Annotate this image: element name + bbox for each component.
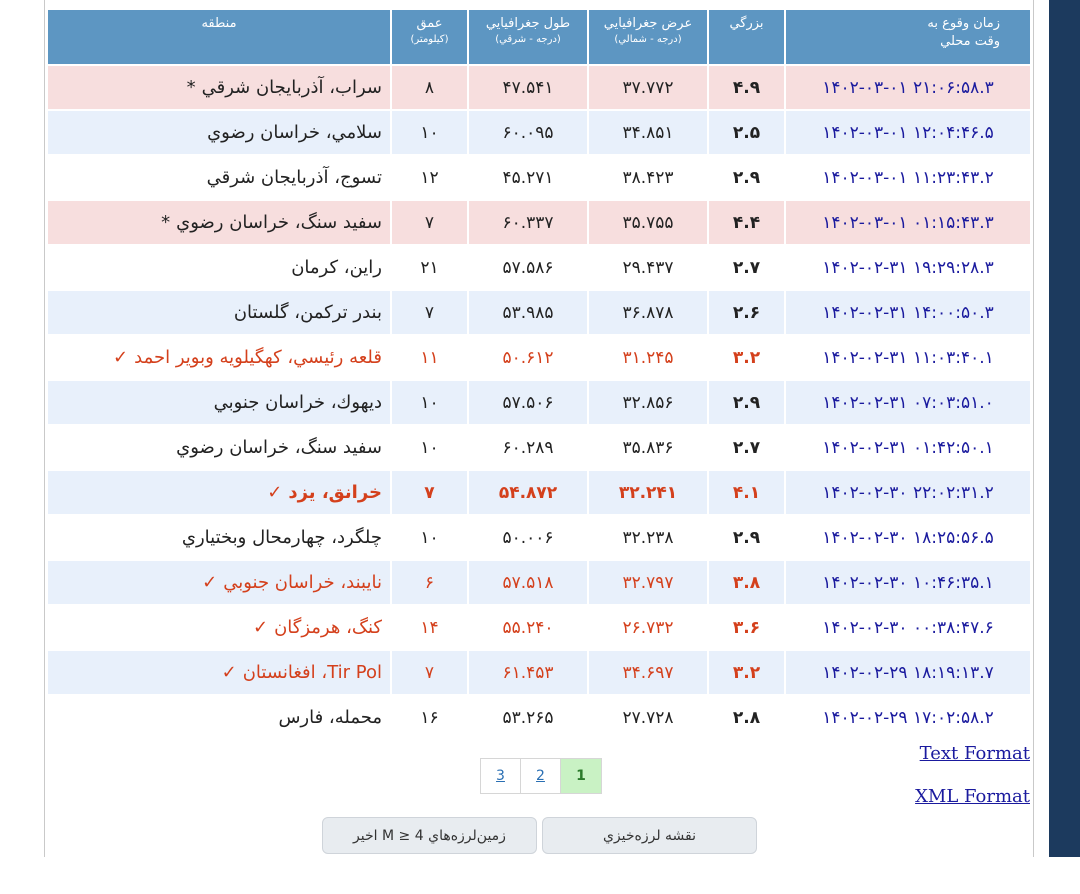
cell-time <box>786 471 1030 514</box>
cell-time-text: ۱۴۰۲-۰۲-۲۹ ۱۸:۱۹:۱۳.۷ <box>822 662 994 683</box>
table-row[interactable] <box>48 201 1030 244</box>
cell-magnitude <box>709 561 784 604</box>
cell-depth <box>392 336 467 379</box>
cell-latitude-text: ۳۶.۸۷۸ <box>622 302 674 323</box>
cell-time-text: ۱۴۰۲-۰۳-۰۱ ۰۱:۱۵:۴۳.۳ <box>822 212 994 233</box>
cell-longitude-text: ۵۰.۶۱۲ <box>502 347 554 368</box>
cell-time-text: ۱۴۰۲-۰۲-۳۱ ۱۹:۲۹:۲۸.۳ <box>822 257 994 278</box>
cell-time-text: ۱۴۰۲-۰۲-۲۹ ۱۷:۰۲:۵۸.۲ <box>822 707 994 728</box>
page-link-2[interactable]: 2 <box>521 759 561 793</box>
cell-depth-text: ۱۰ <box>420 122 439 143</box>
cell-region-text: سلامي، خراسان رضوي <box>207 122 382 143</box>
cell-latitude <box>589 291 707 334</box>
cell-longitude <box>469 111 587 154</box>
cell-magnitude <box>709 66 784 109</box>
cell-region <box>48 696 390 739</box>
cell-magnitude-text: ۲.۶ <box>732 302 761 323</box>
cell-longitude <box>469 426 587 469</box>
cell-region <box>48 606 390 649</box>
header-depth[interactable] <box>392 10 467 64</box>
cell-latitude <box>589 606 707 649</box>
cell-magnitude <box>709 111 784 154</box>
cell-latitude <box>589 471 707 514</box>
cell-longitude-text: ۵۴.۸۷۲ <box>498 482 558 503</box>
header-region[interactable] <box>48 10 390 64</box>
cell-depth <box>392 561 467 604</box>
cell-time <box>786 111 1030 154</box>
cell-region <box>48 291 390 334</box>
cell-magnitude-text: ۲.۵ <box>732 122 761 143</box>
cell-depth-text: ۱۲ <box>420 167 439 188</box>
cell-region <box>48 246 390 289</box>
cell-magnitude-text: ۲.۹ <box>732 392 761 413</box>
cell-region-text: محمله، فارس <box>278 707 382 728</box>
cell-longitude-text: ۵۷.۵۱۸ <box>502 572 554 593</box>
cell-latitude <box>589 651 707 694</box>
cell-depth <box>392 381 467 424</box>
table-row[interactable] <box>48 651 1030 694</box>
cell-latitude-text: ۳۴.۶۹۷ <box>622 662 674 683</box>
cell-latitude <box>589 66 707 109</box>
cell-depth-text: ۷ <box>424 212 435 233</box>
cell-region-text: چلگرد، چهارمحال وبختياري <box>181 527 382 548</box>
cell-depth <box>392 651 467 694</box>
cell-longitude-text: ۶۰.۳۳۷ <box>502 212 554 233</box>
cell-time <box>786 336 1030 379</box>
header-longitude[interactable] <box>469 10 587 64</box>
cell-latitude-text: ۳۲.۸۵۶ <box>622 392 674 413</box>
table-row[interactable] <box>48 606 1030 649</box>
cell-longitude <box>469 381 587 424</box>
cell-region-text: تسوج، آذربايجان شرقي <box>206 167 382 188</box>
cell-magnitude <box>709 336 784 379</box>
cell-latitude-text: ۳۲.۲۴۱ <box>618 482 678 503</box>
page-link-1-current[interactable]: 1 <box>561 759 601 793</box>
cell-time <box>786 156 1030 199</box>
cell-magnitude <box>709 516 784 559</box>
cell-time <box>786 381 1030 424</box>
table-row[interactable] <box>48 471 1030 514</box>
cell-longitude <box>469 606 587 649</box>
cell-longitude-text: ۵۷.۵۰۶ <box>502 392 554 413</box>
cell-longitude <box>469 201 587 244</box>
cell-time <box>786 561 1030 604</box>
cell-depth-text: ۷ <box>424 482 435 503</box>
cell-longitude <box>469 471 587 514</box>
cell-depth-text: ۱۶ <box>420 707 439 728</box>
cell-time-text: ۱۴۰۲-۰۲-۳۱ ۰۱:۴۲:۵۰.۱ <box>822 437 994 458</box>
cell-time-text: ۱۴۰۲-۰۲-۳۰ ۱۸:۲۵:۵۶.۵ <box>822 527 994 548</box>
cell-depth-text: ۷ <box>424 302 435 323</box>
content-border-right <box>1033 0 1034 857</box>
cell-time <box>786 516 1030 559</box>
cell-depth-text: ۷ <box>424 662 435 683</box>
cell-longitude-text: ۵۳.۲۶۵ <box>502 707 554 728</box>
cell-time-text: ۱۴۰۲-۰۲-۳۱ ۰۷:۰۳:۵۱.۰ <box>822 392 994 413</box>
cell-latitude <box>589 111 707 154</box>
felt-checkmark-icon: ✓ <box>221 662 237 683</box>
cell-magnitude <box>709 156 784 199</box>
cell-depth <box>392 696 467 739</box>
recent-quakes-button[interactable]: زمين‌لرزه‌هاي 4 ≤ M اخير <box>322 817 537 854</box>
cell-magnitude-text: ۲.۸ <box>732 707 761 728</box>
cell-depth-text: ۱۰ <box>420 437 439 458</box>
cell-depth-text: ۱۰ <box>420 527 439 548</box>
cell-latitude <box>589 516 707 559</box>
cell-longitude-text: ۵۵.۲۴۰ <box>502 617 554 638</box>
cell-time-text: ۱۴۰۲-۰۲-۳۱ ۱۴:۰۰:۵۰.۳ <box>822 302 994 323</box>
cell-region <box>48 336 390 379</box>
header-magnitude-label: بزرگي <box>729 16 764 31</box>
cell-longitude-text: ۶۰.۲۸۹ <box>502 437 554 458</box>
cell-magnitude-text: ۳.۲ <box>732 347 761 368</box>
felt-checkmark-icon: ✓ <box>252 617 269 638</box>
cell-latitude <box>589 246 707 289</box>
cell-region <box>48 651 390 694</box>
cell-magnitude <box>709 696 784 739</box>
cell-longitude <box>469 696 587 739</box>
cell-region <box>48 156 390 199</box>
felt-asterisk-icon: * <box>186 77 196 98</box>
cell-latitude <box>589 561 707 604</box>
felt-checkmark-icon: ✓ <box>113 347 129 368</box>
cell-depth <box>392 66 467 109</box>
header-latitude-unit: (درجه - شمالي) <box>614 34 682 45</box>
cell-latitude <box>589 336 707 379</box>
cell-depth <box>392 201 467 244</box>
cell-longitude <box>469 516 587 559</box>
cell-latitude-text: ۲۷.۷۲۸ <box>622 707 674 728</box>
cell-latitude <box>589 696 707 739</box>
cell-longitude <box>469 246 587 289</box>
earthquake-table <box>46 8 1032 741</box>
table-row[interactable] <box>48 246 1030 289</box>
cell-latitude-text: ۳۸.۴۲۳ <box>622 167 674 188</box>
felt-checkmark-icon: ✓ <box>202 572 218 593</box>
cell-latitude-text: ۳۱.۲۴۵ <box>622 347 674 368</box>
header-longitude-unit: (درجه - شرقي) <box>495 34 561 45</box>
cell-depth-text: ۱۴ <box>420 617 439 638</box>
table-row[interactable] <box>48 291 1030 334</box>
cell-region-text: راين، كرمان <box>291 257 382 278</box>
cell-region-text: Tir Pol، افغانستان <box>242 662 382 683</box>
cell-region <box>48 561 390 604</box>
cell-region <box>48 471 390 514</box>
cell-magnitude-text: ۳.۸ <box>732 572 761 593</box>
cell-latitude-text: ۳۵.۸۳۶ <box>622 437 674 458</box>
cell-magnitude-text: ۲.۹ <box>732 527 761 548</box>
header-time[interactable] <box>786 10 1030 64</box>
cell-magnitude <box>709 651 784 694</box>
cell-time-text: ۱۴۰۲-۰۲-۳۱ ۱۱:۰۳:۴۰.۱ <box>822 347 994 368</box>
table-row[interactable] <box>48 111 1030 154</box>
cell-longitude-text: ۵۳.۹۸۵ <box>502 302 554 323</box>
cell-region-text: سراب، آذربايجان شرقي <box>201 77 382 98</box>
cell-time-text: ۱۴۰۲-۰۳-۰۱ ۱۱:۲۳:۴۳.۲ <box>822 167 994 188</box>
cell-region-text: سفيد سنگ، خراسان رضوي <box>176 437 382 458</box>
cell-depth <box>392 471 467 514</box>
cell-latitude-text: ۲۹.۴۳۷ <box>622 257 674 278</box>
cell-latitude-text: ۳۲.۲۳۸ <box>622 527 674 548</box>
cell-region-text: قلعه رئيسي، كهگيلويه وبوير احمد <box>134 347 382 368</box>
table-row[interactable] <box>48 336 1030 379</box>
cell-magnitude <box>709 381 784 424</box>
header-magnitude[interactable] <box>709 10 784 64</box>
cell-region <box>48 426 390 469</box>
cell-magnitude-text: ۴.۱ <box>732 482 761 503</box>
table-header-row <box>48 10 1030 64</box>
cell-longitude-text: ۶۱.۴۵۳ <box>502 662 554 683</box>
header-longitude-label: طول جغرافيايي <box>485 16 571 31</box>
cell-latitude-text: ۳۲.۷۹۷ <box>622 572 674 593</box>
cell-time-text: ۱۴۰۲-۰۲-۳۰ ۲۲:۰۲:۳۱.۲ <box>822 482 994 503</box>
cell-longitude-text: ۴۵.۲۷۱ <box>502 167 554 188</box>
cell-depth-text: ۱۰ <box>420 392 439 413</box>
cell-depth <box>392 156 467 199</box>
table-row[interactable] <box>48 696 1030 739</box>
cell-time-text: ۱۴۰۲-۰۳-۰۱ ۲۱:۰۶:۵۸.۳ <box>822 77 994 98</box>
content-border-left <box>44 0 45 857</box>
cell-depth-text: ۶ <box>424 572 435 593</box>
cell-longitude <box>469 291 587 334</box>
cell-longitude <box>469 156 587 199</box>
cell-longitude-text: ۵۰.۰۰۶ <box>502 527 554 548</box>
cell-region <box>48 66 390 109</box>
cell-depth <box>392 246 467 289</box>
cell-time-text: ۱۴۰۲-۰۲-۳۰ ۱۰:۴۶:۳۵.۱ <box>822 572 994 593</box>
cell-time <box>786 426 1030 469</box>
cell-time <box>786 66 1030 109</box>
header-latitude-label: عرض جغرافيايي <box>603 16 693 31</box>
table-row[interactable] <box>48 381 1030 424</box>
header-time-sublabel: وقت محلي <box>940 34 1000 49</box>
cell-region <box>48 201 390 244</box>
page-link-3[interactable]: 3 <box>481 759 521 793</box>
cell-region-text: خرانق، يزد <box>288 482 382 503</box>
cell-depth-text: ۱۱ <box>420 347 439 368</box>
cell-region-text: كنگ، هرمزگان <box>274 617 382 638</box>
felt-asterisk-icon: * <box>161 212 171 233</box>
cell-latitude-text: ۳۷.۷۷۲ <box>622 77 674 98</box>
cell-time-text: ۱۴۰۲-۰۲-۳۰ ۰۰:۳۸:۴۷.۶ <box>822 617 994 638</box>
cell-region-text: ديهوك، خراسان جنوبي <box>213 392 382 413</box>
cell-time <box>786 291 1030 334</box>
cell-magnitude-text: ۳.۲ <box>732 662 761 683</box>
cell-time <box>786 696 1030 739</box>
seismicity-map-button[interactable]: نقشه لرزه‌خيزي <box>542 817 757 854</box>
table-row[interactable] <box>48 426 1030 469</box>
cell-region <box>48 381 390 424</box>
table-row[interactable] <box>48 516 1030 559</box>
cell-magnitude-text: ۳.۶ <box>732 617 761 638</box>
right-sidebar-rail <box>1049 0 1080 857</box>
cell-latitude <box>589 201 707 244</box>
table-body <box>48 66 1030 739</box>
header-depth-unit: (كيلومتر) <box>410 34 449 45</box>
cell-magnitude-text: ۲.۷ <box>732 437 761 458</box>
cell-depth-text: ۸ <box>424 77 435 98</box>
header-latitude[interactable] <box>589 10 707 64</box>
cell-time <box>786 246 1030 289</box>
cell-magnitude <box>709 426 784 469</box>
table-row[interactable] <box>48 66 1030 109</box>
cell-longitude <box>469 651 587 694</box>
cell-latitude-text: ۳۵.۷۵۵ <box>622 212 674 233</box>
cell-region <box>48 111 390 154</box>
pagination <box>480 758 602 794</box>
cell-region-text: بندر تركمن، گلستان <box>233 302 382 323</box>
cell-longitude-text: ۶۰.۰۹۵ <box>502 122 554 143</box>
cell-longitude <box>469 336 587 379</box>
cell-magnitude-text: ۴.۴ <box>732 212 761 233</box>
cell-depth <box>392 111 467 154</box>
cell-magnitude <box>709 291 784 334</box>
cell-latitude-text: ۳۴.۸۵۱ <box>622 122 674 143</box>
cell-latitude <box>589 426 707 469</box>
header-region-label: منطقه <box>201 16 237 31</box>
cell-time-text: ۱۴۰۲-۰۳-۰۱ ۱۲:۰۴:۴۶.۵ <box>822 122 994 143</box>
cell-region-text: سفيد سنگ، خراسان رضوي <box>176 212 382 233</box>
cell-depth <box>392 426 467 469</box>
cell-latitude-text: ۲۶.۷۳۲ <box>622 617 674 638</box>
cell-longitude <box>469 66 587 109</box>
table-row[interactable] <box>48 156 1030 199</box>
cell-depth <box>392 291 467 334</box>
cell-latitude <box>589 156 707 199</box>
cell-region-text: نايبند، خراسان جنوبي <box>223 572 382 593</box>
cell-time <box>786 201 1030 244</box>
cell-latitude <box>589 381 707 424</box>
header-depth-label: عمق <box>416 16 443 31</box>
cell-depth <box>392 606 467 649</box>
cell-magnitude-text: ۴.۹ <box>732 77 761 98</box>
cell-magnitude <box>709 471 784 514</box>
cell-longitude-text: ۵۷.۵۸۶ <box>502 257 554 278</box>
cell-magnitude-text: ۲.۷ <box>732 257 761 278</box>
cell-magnitude <box>709 246 784 289</box>
cell-magnitude <box>709 201 784 244</box>
felt-checkmark-icon: ✓ <box>267 482 283 503</box>
cell-time <box>786 606 1030 649</box>
xml-format-link[interactable]: XML Format <box>915 786 1030 807</box>
text-format-link[interactable]: Text Format <box>919 743 1030 764</box>
cell-magnitude <box>709 606 784 649</box>
cell-depth-text: ۲۱ <box>420 257 439 278</box>
cell-depth <box>392 516 467 559</box>
cell-magnitude-text: ۲.۹ <box>732 167 761 188</box>
cell-longitude-text: ۴۷.۵۴۱ <box>502 77 554 98</box>
cell-time <box>786 651 1030 694</box>
cell-longitude <box>469 561 587 604</box>
header-time-label: زمان وقوع به <box>927 16 1000 31</box>
table-row[interactable] <box>48 561 1030 604</box>
cell-region <box>48 516 390 559</box>
